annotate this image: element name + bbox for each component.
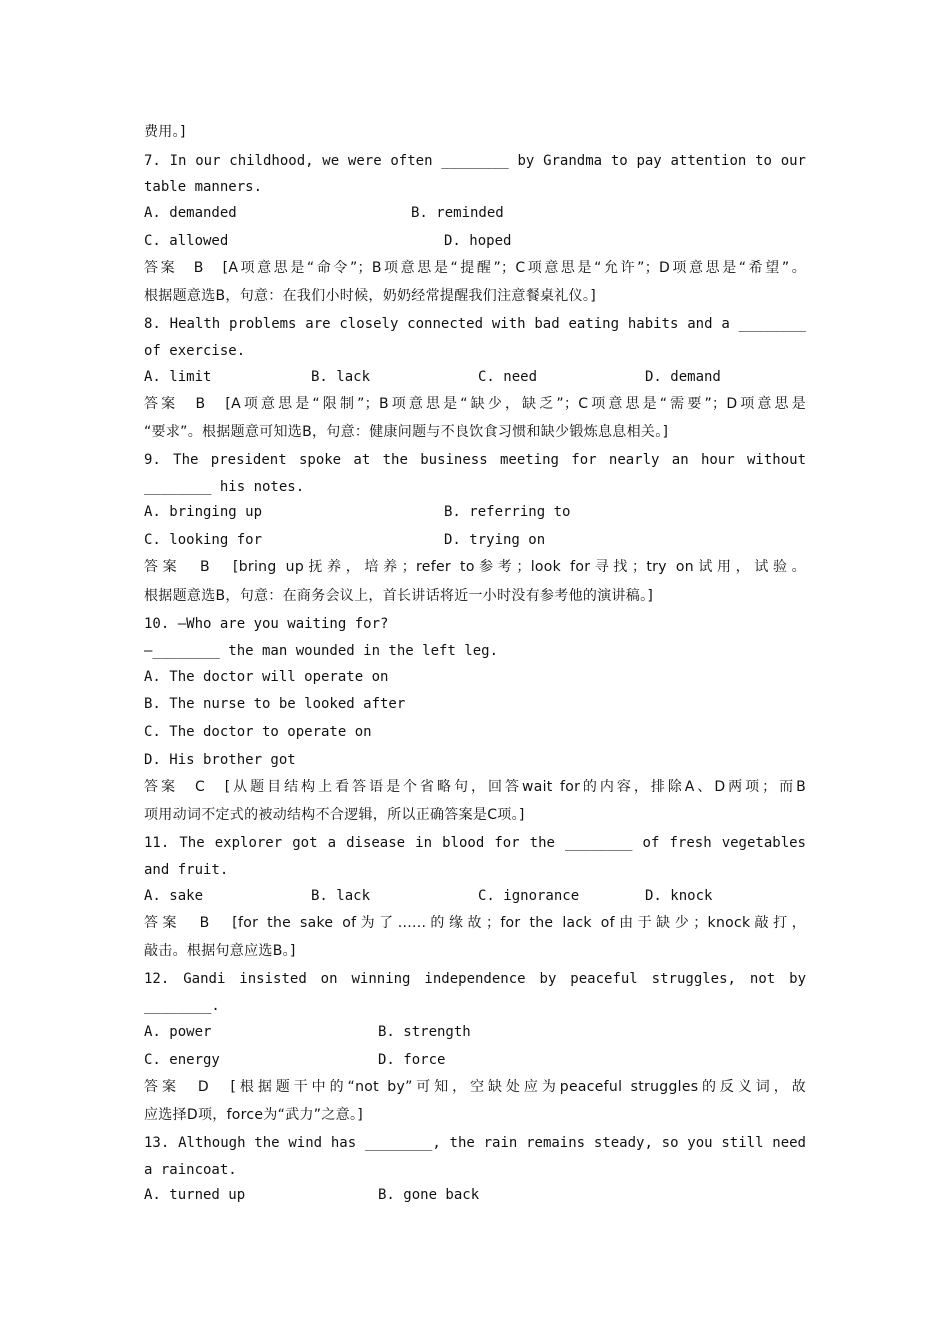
question-12-stem-cont: ________. (144, 998, 220, 1014)
question-12-stem: 12. Gandi insisted on winning independence by peaceful struggles, not by (144, 971, 806, 987)
question-12-option-c: C. energy (144, 1052, 220, 1068)
answer-8: 答案 B [A项意思是“限制”；B项意思是“缺少，缺乏”；C项意思是“需要”；D项意思是 (144, 396, 806, 412)
question-8-stem-cont: of exercise. (144, 343, 246, 359)
question-11-option-b: B. lack (311, 888, 371, 904)
answer-12: 答案 D [根据题干中的“not by”可知，空缺处应为peaceful struggles的反义词，故 (144, 1079, 806, 1095)
question-9-option-c: C. looking for (144, 532, 263, 548)
question-11-option-a: A. sake (144, 888, 204, 904)
question-8-stem: 8. Health problems are closely connected with bad eating habits and a ________ (144, 316, 806, 332)
answer-11-cont: 敲击。根据句意应选B。] (144, 943, 296, 959)
question-7-option-d: D. hoped (444, 233, 512, 249)
question-13-option-b: B. gone back (378, 1187, 480, 1203)
answer-8-cont: “要求”。根据题意可知选B，句意：健康问题与不良饮食习惯和缺少锻炼息息相关。] (144, 424, 669, 440)
question-7-option-a: A. demanded (144, 205, 237, 221)
question-7-option-c: C. allowed (144, 233, 229, 249)
question-10-option-a: A. The doctor will operate on (144, 669, 389, 685)
question-9-option-a: A. bringing up (144, 504, 263, 520)
question-8-option-d: D. demand (645, 369, 721, 385)
answer-12-cont: 应选择D项，force为“武力”之意。] (144, 1107, 364, 1123)
answer-9-cont: 根据题意选B，句意：在商务会议上，首长讲话将近一小时没有参考他的演讲稿。] (144, 588, 654, 604)
question-10-stem: 10. —Who are you waiting for? (144, 616, 389, 632)
question-13-option-a: A. turned up (144, 1187, 246, 1203)
question-12-option-b: B. strength (378, 1024, 471, 1040)
question-7-option-b: B. reminded (411, 205, 504, 221)
question-13-stem-cont: a raincoat. (144, 1162, 237, 1178)
answer-7: 答案 B [A项意思是“命令”；B项意思是“提醒”；C项意思是“允许”；D项意思是“希望”。 (144, 260, 806, 276)
question-8-option-b: B. lack (311, 369, 371, 385)
question-12-option-a: A. power (144, 1024, 212, 1040)
answer-10-cont: 项用动词不定式的被动结构不合逻辑，所以正确答案是C项。] (144, 807, 525, 823)
question-9-stem: 9. The president spoke at the business meeting for nearly an hour without (144, 452, 806, 468)
answer-11: 答案 B [for the sake of为了......的缘故；for the lack of由于缺少；knock敲打， (144, 915, 806, 931)
text-line: 费用。] (144, 124, 186, 140)
question-9-option-b: B. referring to (444, 504, 571, 520)
question-12-option-d: D. force (378, 1052, 446, 1068)
question-10-option-b: B. The nurse to be looked after (144, 696, 406, 712)
question-10-option-c: C. The doctor to operate on (144, 724, 372, 740)
question-11-stem: 11. The explorer got a disease in blood for the ________ of fresh vegetables (144, 835, 806, 851)
question-8-option-a: A. limit (144, 369, 212, 385)
question-11-stem-cont: and fruit. (144, 862, 229, 878)
question-7-stem-cont: table manners. (144, 179, 263, 195)
question-10-stem-cont: —________ the man wounded in the left leg. (144, 643, 499, 659)
question-13-stem: 13. Although the wind has ________, the rain remains steady, so you still need (144, 1135, 806, 1151)
answer-9: 答案 B [bring up抚养，培养；refer to参考；look for寻找；try on试用，试验。 (144, 559, 806, 575)
answer-10: 答案 C [从题目结构上看答语是个省略句，回答wait for的内容，排除A、D两项；而B (144, 779, 806, 795)
question-9-stem-cont: ________ his notes. (144, 479, 305, 495)
question-11-option-c: C. ignorance (478, 888, 580, 904)
question-11-option-d: D. knock (645, 888, 713, 904)
question-7-stem: 7. In our childhood, we were often ________ by Grandma to pay attention to our (144, 153, 806, 169)
question-10-option-d: D. His brother got (144, 752, 296, 768)
answer-7-cont: 根据题意选B，句意：在我们小时候，奶奶经常提醒我们注意餐桌礼仪。] (144, 288, 596, 304)
question-8-option-c: C. need (478, 369, 538, 385)
question-9-option-d: D. trying on (444, 532, 546, 548)
